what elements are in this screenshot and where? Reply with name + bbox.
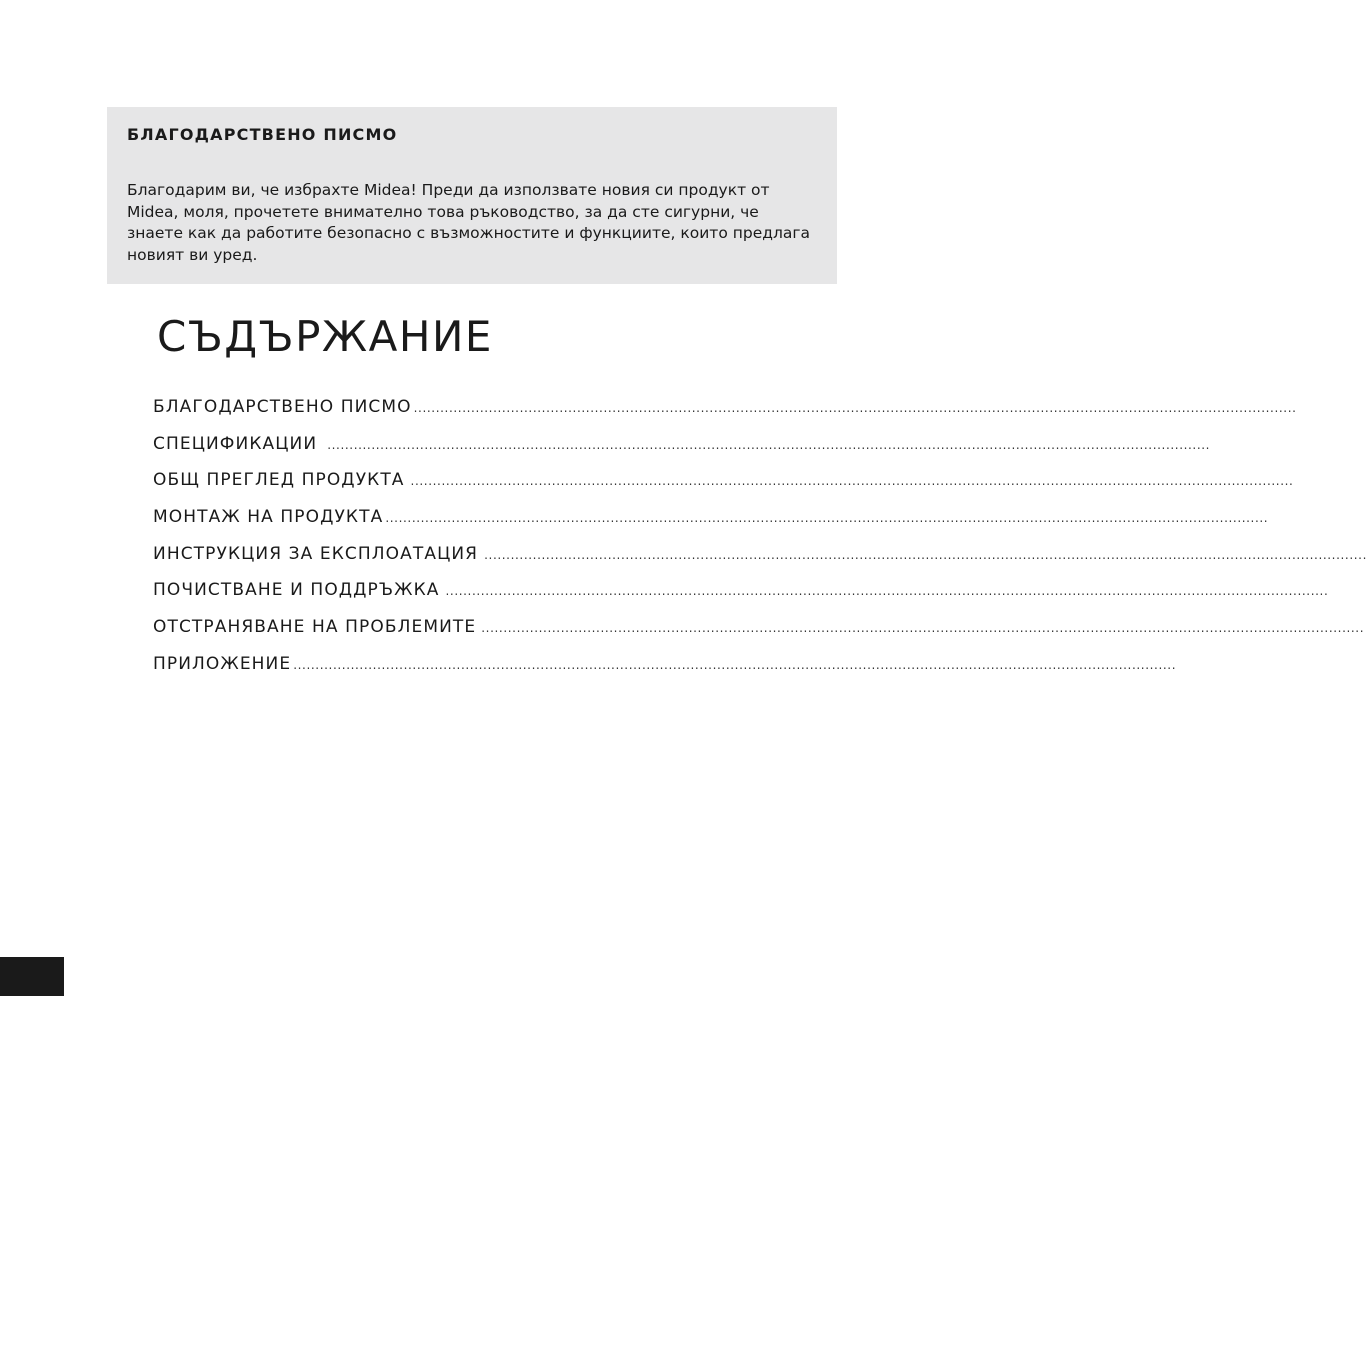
toc-item-operating-instructions[interactable] (153, 543, 1367, 581)
dot-leader: ........................................................................................................................................................................................................ (293, 657, 1177, 672)
toc-item-troubleshooting[interactable] (153, 617, 1365, 654)
toc-item-label: МОНТАЖ НА ПРОДУКТА (153, 507, 384, 528)
toc-item-label: ОТСТРАНЯВАНЕ НА ПРОБЛЕМИТЕ (153, 617, 477, 638)
toc-item-label: ПОЧИСТВАНЕ И ПОДДРЪЖКА (153, 580, 440, 601)
dot-leader: ........................................................................................................................................................................................................ (445, 584, 1329, 599)
toc-item-label: СПЕЦИФИКАЦИИ (153, 433, 318, 454)
page-edge-tab (0, 957, 64, 996)
toc-heading: СЪДЪРЖАНИЕ (157, 312, 493, 361)
toc-item-label: БЛАГОДАРСТВЕНО ПИСМО (153, 397, 412, 417)
toc-item-product-overview[interactable] (153, 470, 1294, 507)
toc-item-label: ПРИЛОЖЕНИЕ (153, 653, 292, 674)
dot-leader: ........................................................................................................................................................................................................ (410, 474, 1294, 489)
toc-item-thank-you-letter[interactable] (153, 397, 1297, 434)
dot-leader: ........................................................................................................................................................................................................ (413, 401, 1297, 415)
dot-leader: ........................................................................................................................................................................................................ (385, 511, 1269, 526)
toc-item-specifications[interactable] (153, 433, 1211, 471)
toc-item-label: ОБЩ ПРЕГЛЕД ПРОДУКТА (153, 470, 405, 491)
letter-title: БЛАГОДАРСТВЕНО ПИСМО (127, 125, 398, 144)
dot-leader: ........................................................................................................................................................................................................ (484, 547, 1367, 562)
thank-you-letter-box (107, 107, 837, 284)
toc-item-installation[interactable] (153, 507, 1269, 544)
dot-leader: ........................................................................................................................................................................................................ (481, 621, 1365, 636)
letter-body: Благодарим ви, че избрахте Midea! Преди да използвате новия си продукт от Midea, моля, прочетете внимателно това ръководство, за да сте сигурни, че знаете как да работите безопасно с възможностите и функциите, които предлага новият ви уред. (127, 181, 811, 264)
toc-item-cleaning-maintenance[interactable] (153, 580, 1329, 617)
table-of-contents (153, 397, 1367, 691)
dot-leader: ........................................................................................................................................................................................................ (327, 437, 1211, 452)
toc-item-appendix[interactable] (153, 653, 1177, 691)
toc-item-label: ИНСТРУКЦИЯ ЗА ЕКСПЛОАТАЦИЯ (153, 543, 479, 564)
